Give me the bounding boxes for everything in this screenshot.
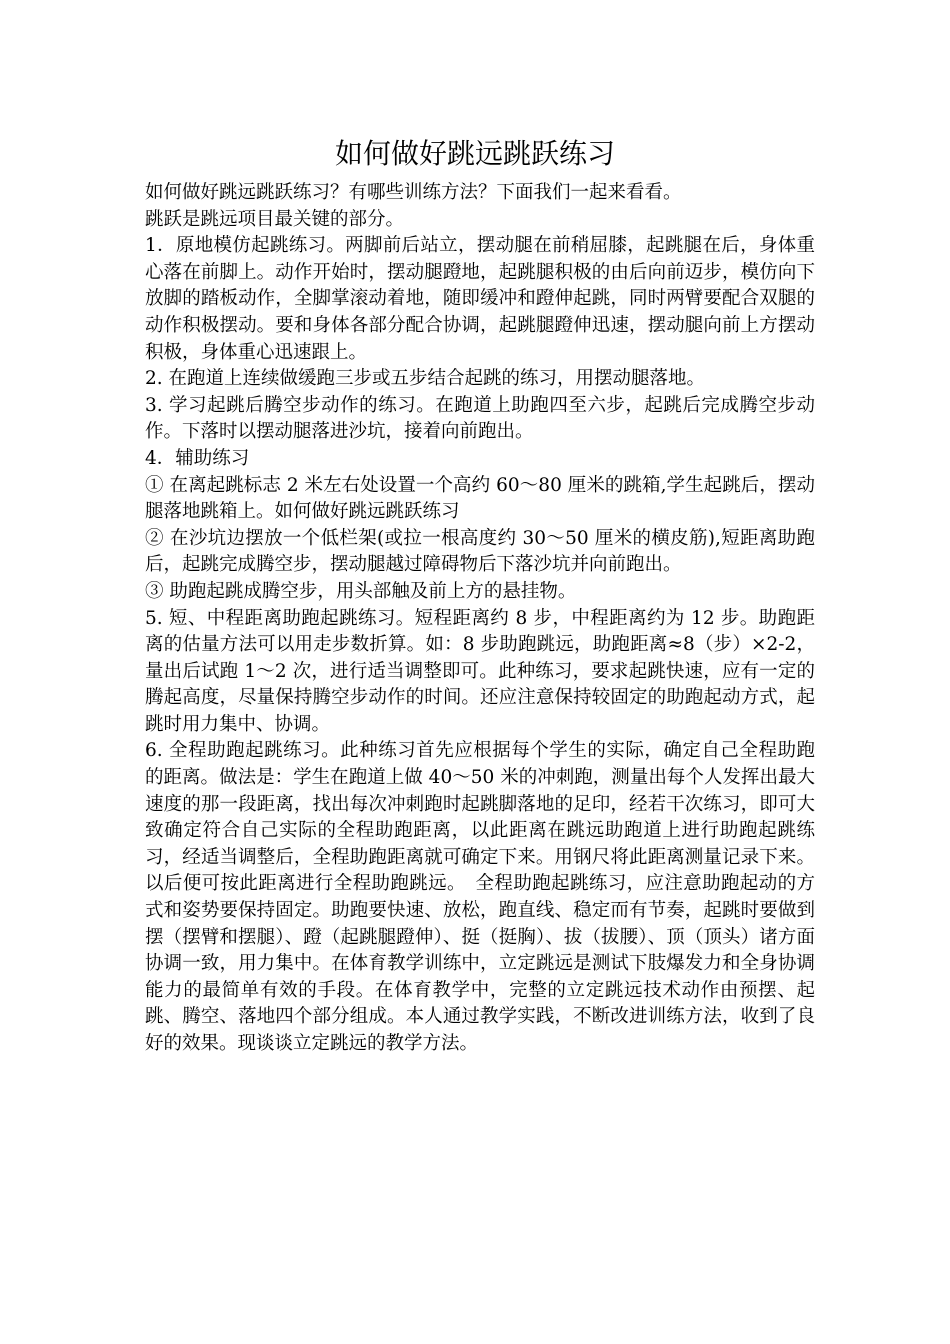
paragraph-item-1: 1．原地模仿起跳练习。两脚前后站立，摆动腿在前稍屈膝，起跳腿在后，身体重心落在前脚上。动作开始时，摆动腿蹬地，起跳腿积极的由后向前迈步，模仿向下放脚的踏板动作，全脚掌滚动着地，随即缓冲和蹬伸起跳，同时两臂要配合双腿的动作积极摆动。要和身体各部分配合协调，起跳腿蹬伸迅速，摆动腿向前上方摆动积极，身体重心迅速跟上。 — [145, 235, 815, 363]
paragraph-sub-3: ③ 助跑起跳成腾空步，用头部触及前上方的悬挂物。 — [145, 580, 577, 602]
paragraph-key-part: 跳跃是跳远项目最关键的部分。 — [145, 208, 405, 230]
document-body — [145, 180, 815, 1058]
document-title: 如何做好跳远跳跃练习 — [334, 137, 615, 170]
paragraph-item-4: 4．辅助练习 — [145, 447, 250, 469]
paragraph-item-2: 2. 在跑道上连续做缓跑三步或五步结合起跳的练习，用摆动腿落地。 — [145, 368, 706, 390]
paragraph-item-3: 3. 学习起跳后腾空步动作的练习。在跑道上助跑四至六步，起跳后完成腾空步动作。下落时以摆动腿落进沙坑，接着向前跑出。 — [145, 394, 815, 443]
paragraph-sub-1: ① 在离起跳标志 2 米左右处设置一个高约 60～80 厘米的跳箱,学生起跳后，摆动腿落地跳箱上。如何做好跳远跳跃练习 — [145, 474, 815, 523]
paragraph-intro: 如何做好跳远跳跃练习？有哪些训练方法？下面我们一起来看看。 — [145, 182, 682, 203]
paragraph-sub-2: ② 在沙坑边摆放一个低栏架(或拉一根高度约 30～50 厘米的横皮筋),短距离助跑后，起跳完成腾空步，摆动腿越过障碍物后下落沙坑并向前跑出。 — [145, 527, 815, 576]
paragraph-item-6: 6. 全程助跑起跳练习。此种练习首先应根据每个学生的实际，确定自己全程助跑的距离。做法是：学生在跑道上做 40～50 米的冲刺跑，测量出每个人发挥出最大速度的那一段距离，找出每次冲刺跑时起跳脚落地的足印，经若干次练习，即可大致确定符合自己实际的全程助跑距离，以此距离在跳远助跑道上进行助跑起跳练习，经适当调整后，全程助跑距离就可确定下来。用钢尺将此距离测量记录下来。以后便可按此距离进行全程助跑跳远。 全程助跑起跳练习，应注意助跑起动的方式和姿势要保持固定。助跑要快速、放松，跑直线、稳定而有节奏，起跳时要做到摆（摆臂和摆腿）、蹬（起跳腿蹬伸）、挺（挺胸）、拔（拔腰）、顶（顶头）诸方面协调一致，用力集中。在体育教学训练中，立定跳远是测试下肢爆发力和全身协调能力的最简单有效的手段。在体育教学中，完整的立定跳远技术动作由预摆、起跳、腾空、落地四个部分组成。本人通过教学实践，不断改进训练方法，收到了良好的效果。现谈谈立定跳远的教学方法。 — [145, 740, 815, 1054]
paragraph-item-5: 5. 短、中程距离助跑起跳练习。短程距离约 8 步，中程距离约为 12 步。助跑距离的估量方法可以用走步数折算。如：8 步助跑跳远，助跑距离≈8（步）×2-2，量出后试跑 1～2 次，进行适当调整即可。此种练习，要求起跳快速，应有一定的腾起高度，尽量保持腾空步动作的时间。还应注意保持较固定的助跑起动方式，起跳时用力集中、协调。 — [145, 607, 815, 735]
